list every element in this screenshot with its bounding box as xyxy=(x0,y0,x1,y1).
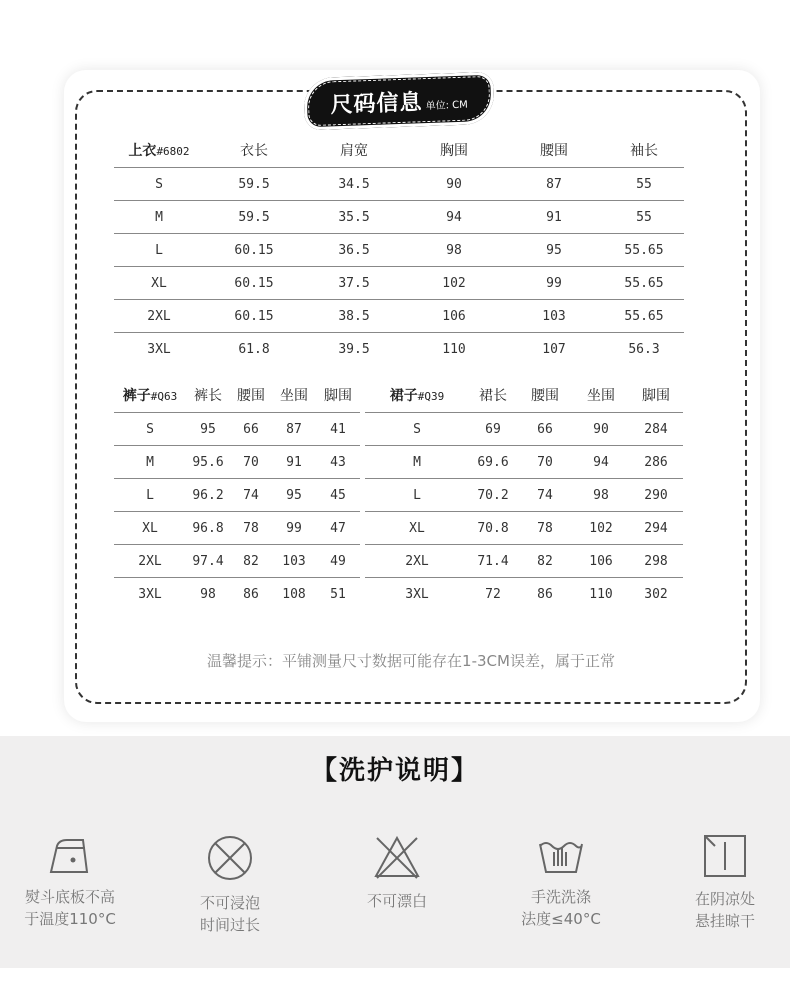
table-row xyxy=(114,545,360,578)
size-cell: 2XL xyxy=(365,545,469,578)
measure-cell: 298 xyxy=(629,545,683,578)
measure-cell: 70 xyxy=(230,446,272,479)
care-text-line: 时间过长 xyxy=(199,916,260,934)
size-cell: XL xyxy=(114,512,186,545)
measure-cell: 60.15 xyxy=(204,300,304,333)
measure-cell: 82 xyxy=(517,545,573,578)
column-header: 腰围 xyxy=(230,378,272,413)
top-table-name: 上衣#6802 xyxy=(114,133,204,168)
measure-cell: 55 xyxy=(604,201,684,234)
measure-cell: 74 xyxy=(230,479,272,512)
top-size-table xyxy=(114,133,684,365)
table-row xyxy=(365,578,683,611)
care-text-line: 悬挂晾干 xyxy=(694,912,755,930)
hand-wash-icon xyxy=(536,834,586,876)
measure-cell: 97.4 xyxy=(186,545,230,578)
table-row xyxy=(114,578,360,611)
size-info-title: 尺码信息 xyxy=(330,89,423,118)
measure-cell: 47 xyxy=(316,512,360,545)
measure-cell: 96.2 xyxy=(186,479,230,512)
care-instructions-section xyxy=(0,736,790,968)
skirt-size-table xyxy=(365,378,683,610)
measure-cell: 108 xyxy=(282,586,306,602)
measure-cell: 284 xyxy=(629,413,683,446)
care-text-line: 在阴凉处 xyxy=(694,890,755,908)
size-cell: 2XL xyxy=(114,545,186,578)
table-row xyxy=(365,413,683,446)
measure-cell: 45 xyxy=(316,479,360,512)
measure-cell: 94 xyxy=(404,201,504,234)
measure-cell: 110 xyxy=(442,341,466,357)
measure-cell: 286 xyxy=(629,446,683,479)
measure-cell: 66 xyxy=(230,413,272,446)
table-row xyxy=(365,479,683,512)
table-header-row xyxy=(114,133,684,168)
measure-cell: 87 xyxy=(272,413,316,446)
measure-cell: 98 xyxy=(573,479,629,512)
size-cell: 2XL xyxy=(114,300,204,333)
shade-dry-icon xyxy=(703,834,747,878)
measure-cell: 302 xyxy=(644,586,668,602)
measure-cell: 95 xyxy=(504,234,604,267)
measure-cell: 94 xyxy=(573,446,629,479)
measure-cell: 78 xyxy=(517,512,573,545)
measure-cell: 43 xyxy=(316,446,360,479)
size-info-badge xyxy=(303,72,495,131)
column-header: 肩宽 xyxy=(304,133,404,168)
measure-cell: 107 xyxy=(542,341,566,357)
size-cell: S xyxy=(114,168,204,201)
measure-cell: 70.8 xyxy=(469,512,517,545)
measure-cell: 103 xyxy=(272,545,316,578)
measure-cell: 102 xyxy=(573,512,629,545)
measure-cell: 78 xyxy=(230,512,272,545)
care-item-no-soak xyxy=(160,834,300,936)
care-title: 【洗护说明】 xyxy=(310,756,479,786)
measure-cell: 95 xyxy=(186,413,230,446)
table-row xyxy=(365,545,683,578)
size-cell: XL xyxy=(114,267,204,300)
table-row xyxy=(114,413,360,446)
measure-cell: 60.15 xyxy=(204,267,304,300)
table-row xyxy=(114,333,684,366)
measure-cell: 110 xyxy=(589,586,613,602)
size-cell: 3XL xyxy=(405,586,429,602)
measure-cell: 82 xyxy=(230,545,272,578)
measure-cell: 55.65 xyxy=(604,267,684,300)
measure-cell: 294 xyxy=(629,512,683,545)
measure-cell: 99 xyxy=(272,512,316,545)
measure-cell: 290 xyxy=(629,479,683,512)
column-header: 脚围 xyxy=(629,378,683,413)
measure-cell: 90 xyxy=(404,168,504,201)
measure-cell: 98 xyxy=(404,234,504,267)
table-row xyxy=(114,479,360,512)
pants-table-name: 裤子#Q63 xyxy=(114,378,186,413)
measure-cell: 98 xyxy=(200,586,216,602)
measure-cell: 61.8 xyxy=(238,341,270,357)
size-cell: M xyxy=(114,201,204,234)
measure-cell: 66 xyxy=(517,413,573,446)
measure-cell: 60.15 xyxy=(204,234,304,267)
measure-cell: 96.8 xyxy=(186,512,230,545)
size-cell: L xyxy=(365,479,469,512)
column-header: 脚围 xyxy=(316,378,360,413)
size-cell: 3XL xyxy=(138,586,162,602)
measure-cell: 34.5 xyxy=(304,168,404,201)
care-item-shade-dry xyxy=(655,834,790,932)
measure-cell: 59.5 xyxy=(204,168,304,201)
measure-cell: 39.5 xyxy=(338,341,370,357)
measure-cell: 71.4 xyxy=(469,545,517,578)
measure-cell: 41 xyxy=(316,413,360,446)
measure-cell: 86 xyxy=(243,586,259,602)
skirt-table-name: 裙子#Q39 xyxy=(365,378,469,413)
measure-cell: 90 xyxy=(573,413,629,446)
column-header: 衣长 xyxy=(204,133,304,168)
measure-cell: 95 xyxy=(272,479,316,512)
column-header: 腰围 xyxy=(517,378,573,413)
care-text-line: 不可浸泡 xyxy=(199,894,260,912)
badge-inner-border xyxy=(307,76,490,126)
table-row xyxy=(114,300,684,333)
size-cell: M xyxy=(114,446,186,479)
measure-cell: 103 xyxy=(504,300,604,333)
measure-cell: 91 xyxy=(272,446,316,479)
size-cell: S xyxy=(365,413,469,446)
measure-cell: 69.6 xyxy=(469,446,517,479)
table-row xyxy=(114,168,684,201)
measure-cell: 38.5 xyxy=(304,300,404,333)
column-header: 腰围 xyxy=(504,133,604,168)
care-item-iron xyxy=(0,834,140,930)
no-bleach-icon xyxy=(373,834,421,880)
table-header-row xyxy=(114,378,360,413)
column-header: 裙长 xyxy=(469,378,517,413)
measure-cell: 55 xyxy=(604,168,684,201)
table-header-row xyxy=(365,378,683,413)
measure-cell: 55.65 xyxy=(604,234,684,267)
measure-cell: 87 xyxy=(504,168,604,201)
measure-cell: 86 xyxy=(537,586,553,602)
iron-icon xyxy=(47,834,93,876)
unit-label: 单位: CM xyxy=(425,99,468,112)
measure-cell: 36.5 xyxy=(304,234,404,267)
care-text-line: 于温度110°C xyxy=(24,910,116,928)
care-item-hand-wash xyxy=(491,834,631,930)
measure-cell: 51 xyxy=(330,586,346,602)
column-header: 袖长 xyxy=(604,133,684,168)
size-cell: M xyxy=(365,446,469,479)
measure-cell: 72 xyxy=(485,586,501,602)
column-header: 坐围 xyxy=(272,378,316,413)
size-cell: 3XL xyxy=(147,341,171,357)
table-row xyxy=(365,446,683,479)
measure-cell: 59.5 xyxy=(204,201,304,234)
measure-cell: 55.65 xyxy=(604,300,684,333)
measure-cell: 35.5 xyxy=(304,201,404,234)
table-row xyxy=(365,512,683,545)
measure-cell: 74 xyxy=(517,479,573,512)
measure-cell: 56.3 xyxy=(628,341,660,357)
measure-cell: 99 xyxy=(504,267,604,300)
measure-cell: 91 xyxy=(504,201,604,234)
measure-cell: 69 xyxy=(469,413,517,446)
measure-cell: 106 xyxy=(573,545,629,578)
size-cell: XL xyxy=(365,512,469,545)
column-header: 胸围 xyxy=(404,133,504,168)
measure-cell: 95.6 xyxy=(186,446,230,479)
care-text-line: 熨斗底板不高 xyxy=(24,888,115,906)
no-soak-icon xyxy=(206,834,254,882)
size-cell: L xyxy=(114,479,186,512)
measure-cell: 102 xyxy=(404,267,504,300)
size-cell: L xyxy=(114,234,204,267)
pants-size-table xyxy=(114,378,360,610)
care-text-line: 手洗洗涤 xyxy=(530,888,591,906)
table-row xyxy=(114,201,684,234)
measurement-tip: 温馨提示：平铺测量尺寸数据可能存在1-3CM误差，属于正常 xyxy=(207,652,615,670)
care-item-no-bleach xyxy=(327,834,467,912)
column-header: 裤长 xyxy=(186,378,230,413)
column-header: 坐围 xyxy=(573,378,629,413)
table-row xyxy=(114,512,360,545)
measure-cell: 37.5 xyxy=(304,267,404,300)
measure-cell: 49 xyxy=(316,545,360,578)
measure-cell: 106 xyxy=(404,300,504,333)
table-row xyxy=(114,267,684,300)
care-text-line: 法度≤40°C xyxy=(521,910,601,928)
measure-cell: 70 xyxy=(517,446,573,479)
table-row xyxy=(114,446,360,479)
measure-cell: 70.2 xyxy=(469,479,517,512)
size-cell: S xyxy=(114,413,186,446)
table-row xyxy=(114,234,684,267)
care-text-line: 不可漂白 xyxy=(366,892,427,910)
